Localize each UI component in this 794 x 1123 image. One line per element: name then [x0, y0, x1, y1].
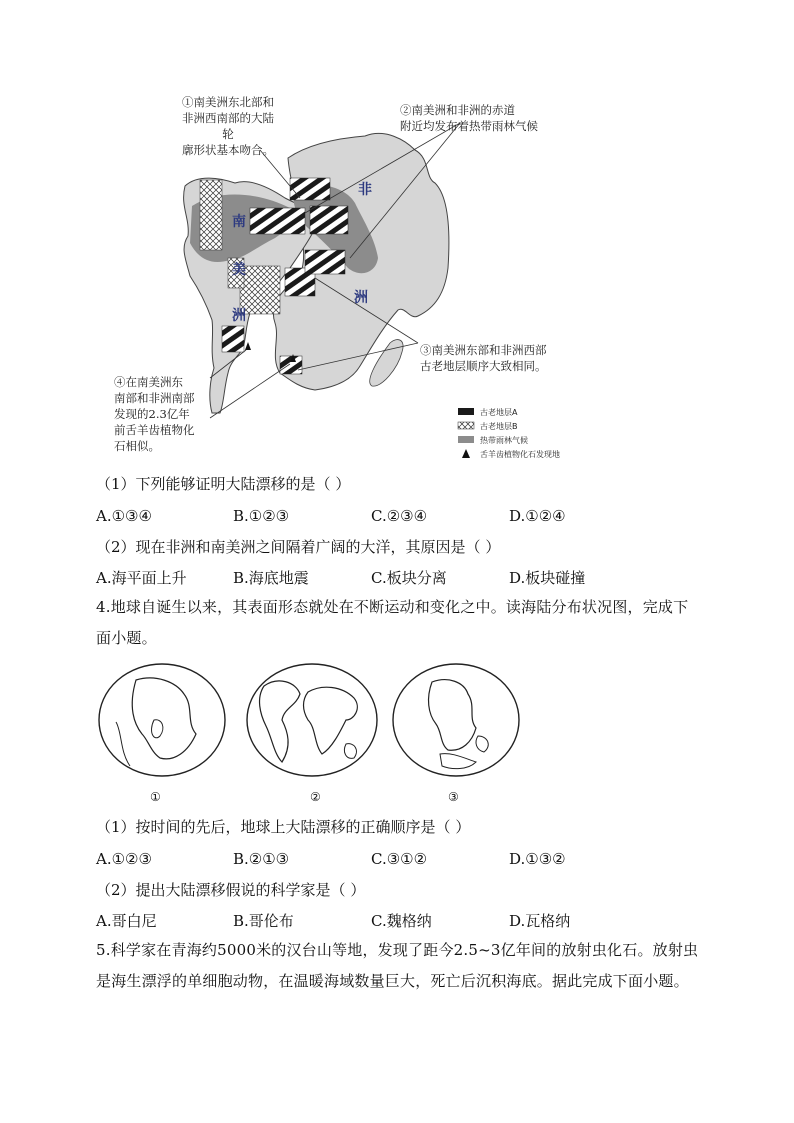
legend-swatch-rainforest: [458, 436, 474, 443]
q3-2-option-b[interactable]: B.海底地震: [233, 569, 309, 587]
globe-drawing: [96, 662, 526, 787]
q4-1-option-c[interactable]: C.③①②: [371, 850, 428, 868]
annotation-1: ①南美洲东北部和 非洲西南部的大陆轮 廓形状基本吻合。: [182, 95, 274, 157]
q3-2-option-d[interactable]: D.板块碰撞: [509, 569, 586, 587]
q4-1-option-d[interactable]: D.①③②: [509, 850, 566, 868]
annotation-4: ④在南美洲东 南部和非洲南部 发现的2.3亿年 前舌羊齿植物化 石相似。: [114, 375, 195, 453]
globe-2: [247, 664, 377, 776]
legend-strata-b: 古老地层B: [480, 422, 518, 431]
q3-1-option-c[interactable]: C.②③④: [371, 507, 428, 525]
q4-2-option-a[interactable]: A.哥白尼: [96, 912, 157, 930]
q4-2-option-b[interactable]: B.哥伦布: [233, 912, 294, 930]
q3-1-stem: （1）下列能够证明大陆漂移的是（ ）: [96, 475, 351, 493]
q3-2-option-a[interactable]: A.海平面上升: [96, 569, 187, 587]
globe-label-1: ①: [150, 790, 161, 804]
q4-1-stem: （1）按时间的先后，地球上大陆漂移的正确顺序是（ ）: [96, 818, 471, 836]
legend-rainforest: 热带雨林气候: [480, 436, 528, 445]
annotation-3: ③南美洲东部和非洲西部 古老地层顺序大致相同。: [420, 343, 547, 373]
q4-2-stem: （2）提出大陆漂移假说的科学家是（ ）: [96, 881, 366, 899]
q3-1-option-b[interactable]: B.①②③: [233, 507, 290, 525]
legend-strata-a: 古老地层A: [480, 408, 518, 417]
q4-1-option-a[interactable]: A.①②③: [96, 850, 152, 868]
samerica-label-2: 美: [232, 262, 246, 278]
q3-1-option-a[interactable]: A.①③④: [96, 507, 152, 525]
madagascar: [370, 340, 403, 387]
continental-drift-map: [114, 88, 590, 468]
legend-fossil: 舌羊齿植物化石发现地: [480, 450, 560, 459]
q3-1-option-d[interactable]: D.①②④: [509, 507, 566, 525]
q5-intro: 5.科学家在青海约5000米的汉台山等地，发现了距今2.5~3亿年间的放射虫化石。放射虫是海生漂浮的单细胞动物，在温暖海域数量巨大，死亡后沉积海底。据此完成下面小题。: [96, 941, 699, 990]
samerica-label-1: 南: [232, 214, 246, 230]
q4-2-option-c[interactable]: C.魏格纳: [371, 912, 432, 930]
legend-swatch-fossil: [462, 449, 470, 458]
q3-2-stem: （2）现在非洲和南美洲之间隔着广阔的大洋，其原因是（ ）: [96, 538, 501, 556]
q4-2-option-d[interactable]: D.瓦格纳: [509, 912, 571, 930]
q4-intro: 4.地球自诞生以来，其表面形态就处在不断运动和变化之中。读海陆分布状况图，完成下面小题。: [96, 598, 689, 647]
globe-figure: [96, 662, 526, 812]
globe-label-3: ③: [448, 790, 459, 804]
q4-1-option-b[interactable]: B.②①③: [233, 850, 290, 868]
legend-swatch-strata-a: [458, 408, 474, 415]
q3-2-option-c[interactable]: C.板块分离: [371, 569, 447, 587]
africa-label-1: 非: [358, 182, 372, 198]
globe-label-2: ②: [310, 790, 321, 804]
globe-3: [393, 664, 519, 776]
samerica-label-3: 洲: [232, 308, 246, 324]
legend-swatch-strata-b: [458, 422, 474, 429]
globe-1: [99, 664, 225, 776]
africa-label-2: 洲: [354, 290, 368, 306]
annotation-2: ②南美洲和非洲的赤道 附近均发布着热带雨林气候: [400, 103, 538, 133]
